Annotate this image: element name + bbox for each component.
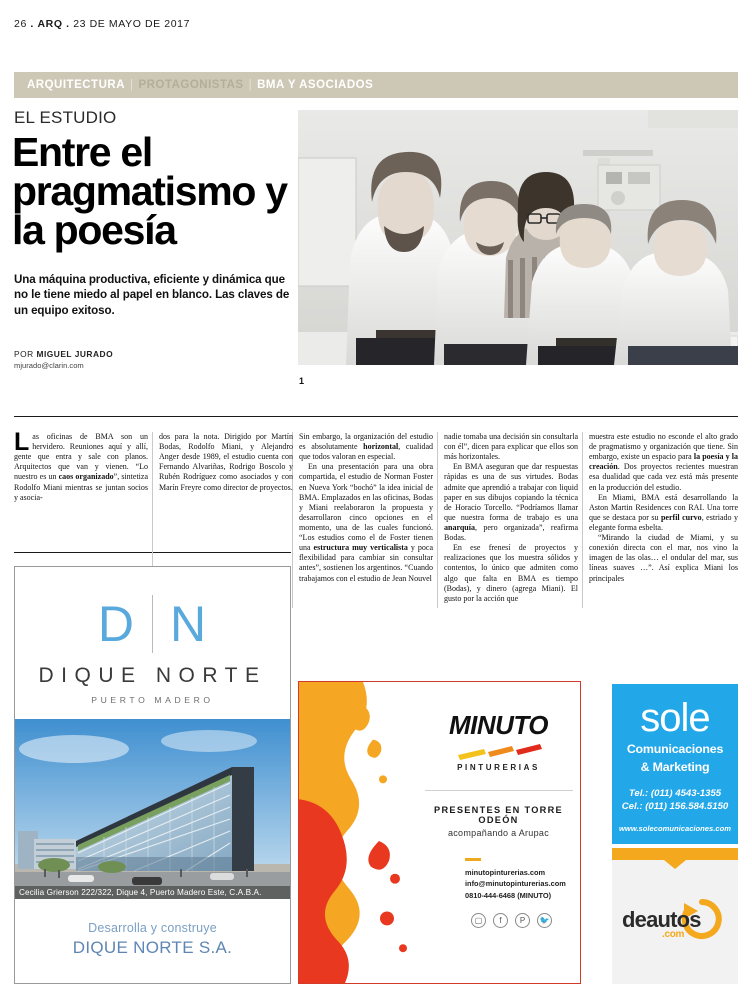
paragraph: as oficinas de BMA son un hervidero. Reuniones aquí y allí, gente que entra y sale con planos. Arquitectos que van y vienen. “Lo nuestro es un caos organizado”, sintetiza Rodolfo Miani mientras se juntan socios y asocia- [14, 432, 148, 502]
page-folio [14, 18, 190, 30]
paragraph: “Mirando la ciudad de Miami, y su conexión directa con el mar, nos vino la imagen de las olas… el ondular del mar, sus líneas suaves …”. Así explica Miani los principales [589, 533, 738, 583]
article-column-2 [159, 432, 293, 493]
column-rule-3 [437, 432, 438, 608]
dique-norte-render [15, 719, 290, 899]
paragraph: En ese frenesí de proyectos y realizaciones que los muestra sólidos y contentos, lo único que admiten como algo que falta en BMA es tiempo (Bodas), y dinero (agrega Miani). El gusto por la acción que [444, 543, 578, 603]
paragraph: En Miami, BMA está desarrollando la Aston Martin Residences con RAI. Una torre que se destaca por su perfil curvo, estriado y elegante forma esbelta. [589, 492, 738, 532]
minuto-content [417, 682, 580, 983]
monogram-divider [152, 595, 153, 653]
building-render-illustration [15, 719, 290, 899]
rule-above-body [14, 416, 738, 417]
sole-telephone[interactable]: Tel.: (011) 4543-1355 [628, 787, 722, 799]
folio-separator-2: . [66, 18, 70, 30]
sole-brand: sole [640, 696, 710, 740]
sole-cellphone[interactable]: Cel.: (011) 156.584.5150 [621, 801, 729, 813]
deautos-top-band [612, 848, 738, 860]
article-column-5 [589, 432, 738, 584]
twitter-icon[interactable]: 🐦 [537, 913, 552, 928]
dique-norte-footer [15, 899, 290, 958]
pinterest-icon[interactable]: P [515, 913, 530, 928]
minuto-phone[interactable]: 0810-444-6468 (MINUTO) [465, 890, 552, 900]
folio-date: 23 DE MAYO DE 2017 [73, 18, 191, 30]
deautos-brand: deautos [622, 907, 701, 932]
page-title: Entre el pragmatismo y la poesía [12, 129, 287, 253]
photo-caption: 1 [299, 376, 305, 386]
paragraph: En BMA aseguran que dar respuestas rápidas es una de sus virtudes. Bodas admite que aprendió a trabajar con liquid paper en sus dibujos copiando la técnica de Horacio Torcello. “Podríamos llamar que nuestra forma de trabajo es una anarquía, pero organizada”, reafirma Bodas. [444, 462, 578, 543]
facebook-icon[interactable]: f [493, 913, 508, 928]
minuto-message-primary: PRESENTES EN TORRE ODEÓN [434, 805, 563, 825]
paragraph: dos para la nota. Dirigido por Martín Bodas, Rodolfo Miani, y Alejandro Anger desde 1989, el estudio cuenta con Fernando Alvariñas, Rodrigo Boscolo y Rubén Rodríguez como asociados y con Marín Freyre como director de proyectos. [159, 432, 293, 492]
sole-service-line-2: & Marketing [640, 760, 710, 775]
section-primary[interactable]: ARQUITECTURA [27, 79, 125, 91]
section-tertiary[interactable]: BMA Y ASOCIADOS [257, 79, 374, 91]
monogram-letter-d: D [97, 596, 135, 652]
article-column-1 [14, 428, 148, 503]
minuto-contact-block [465, 867, 580, 901]
folio-separator-1: . [30, 18, 34, 30]
section-bar [14, 72, 738, 98]
minuto-social-links [471, 913, 580, 928]
sole-service-line-1: Comunicaciones [626, 742, 724, 756]
sole-website[interactable]: www.solecomunicaciones.com [619, 824, 731, 834]
deautos-suffix: .com [662, 929, 685, 940]
dique-norte-developer-name: DIQUE NORTE S.A. [72, 938, 233, 957]
minuto-message-secondary: acompañando a Arupac [447, 828, 550, 838]
minuto-email[interactable]: info@minutopinturerias.com [465, 879, 566, 889]
dique-norte-name: DIQUE NORTE [38, 664, 267, 687]
dique-norte-subtitle: PUERTO MADERO [91, 695, 214, 705]
byline-author: MIGUEL JURADO [36, 349, 114, 359]
dique-norte-developer-label: Desarrolla y construye [88, 921, 217, 935]
minuto-brand: MINUTO [448, 710, 549, 740]
minuto-tagline: PINTURERIAS [457, 763, 540, 772]
ad-minuto-pinturerias[interactable] [298, 681, 581, 984]
ad-deautos[interactable] [612, 848, 738, 984]
paragraph: muestra este estudio no esconde el alto grado de pragmatismo y organización que tiene. Sin embargo, existe un espacio para la poesía y la creación. Dos proyectos recientes muestran esa dualidad que cada vez está más presente en la producción del estudio. [589, 432, 738, 492]
section-separator-1: | [130, 79, 134, 91]
folio-page-number: 26 [14, 18, 27, 30]
article-standfirst: Una máquina productiva, eficiente y dinámica que no le tiene miedo al papel en blanco. Las claves de un equipo exitoso. [14, 273, 290, 317]
section-secondary[interactable]: PROTAGONISTAS [138, 79, 244, 91]
minuto-logo [417, 682, 580, 772]
byline-email: mjurado@clarin.com [14, 361, 84, 370]
paragraph: Sin embargo, la organización del estudio es absolutamente horizontal, cualidad que todos valoran en especial. [299, 432, 433, 462]
monogram-letter-n: N [170, 596, 208, 652]
dique-norte-logo [15, 567, 290, 719]
dique-norte-address: Cecilia Grierson 222/322, Dique 4, Puerto Madero Este, C.A.B.A. [15, 886, 290, 899]
dropcap: L [14, 428, 30, 456]
paint-splash-graphic [299, 682, 424, 983]
article-column-3 [299, 432, 433, 584]
paragraph: En una presentación para una obra compartida, el estudio de Norman Foster en Nueva York “bochó” la idea inicial de BMA. Emplazados en las oficinas, Bodas y Miani reelaboraron la propuesta y desarrollaron cinco opciones en el momento, una de las cuales funcionó. “Los estudios como el de Foster tienen una estructura muy verticalista y poca flexibilidad para cambiar sin consultar antes”, sostienen los argentinos. “Cuando trabajamos con el estudio de Jean Nouvel [299, 462, 434, 583]
hero-photo-illustration [298, 110, 738, 365]
column-rule-4 [582, 432, 583, 608]
deautos-body [612, 869, 738, 979]
article-kicker: EL ESTUDIO [14, 108, 117, 127]
deautos-notch [664, 860, 686, 869]
hero-photo [298, 110, 738, 365]
minuto-accent-dash [465, 858, 481, 861]
section-separator-2: | [248, 79, 253, 91]
ad-dique-norte[interactable] [14, 566, 291, 984]
minuto-divider [425, 790, 573, 791]
ad-sole-comunicaciones[interactable] [612, 684, 738, 844]
stripes-illustration [456, 744, 542, 760]
minuto-stripes-icon [456, 744, 542, 760]
article-column-4 [444, 432, 578, 604]
instagram-icon[interactable]: ▢ [471, 913, 486, 928]
byline-prefix: POR [14, 349, 34, 359]
paragraph: nadie tomaba una decisión sin consultarla con él”, dicen para explicar que ellos son más horizontales. [444, 432, 578, 462]
dique-norte-monogram [15, 595, 290, 653]
minuto-website[interactable]: minutopinturerias.com [465, 868, 546, 877]
folio-brand: ARQ [37, 18, 63, 30]
byline [14, 349, 294, 370]
paint-splash-illustration [299, 682, 424, 983]
